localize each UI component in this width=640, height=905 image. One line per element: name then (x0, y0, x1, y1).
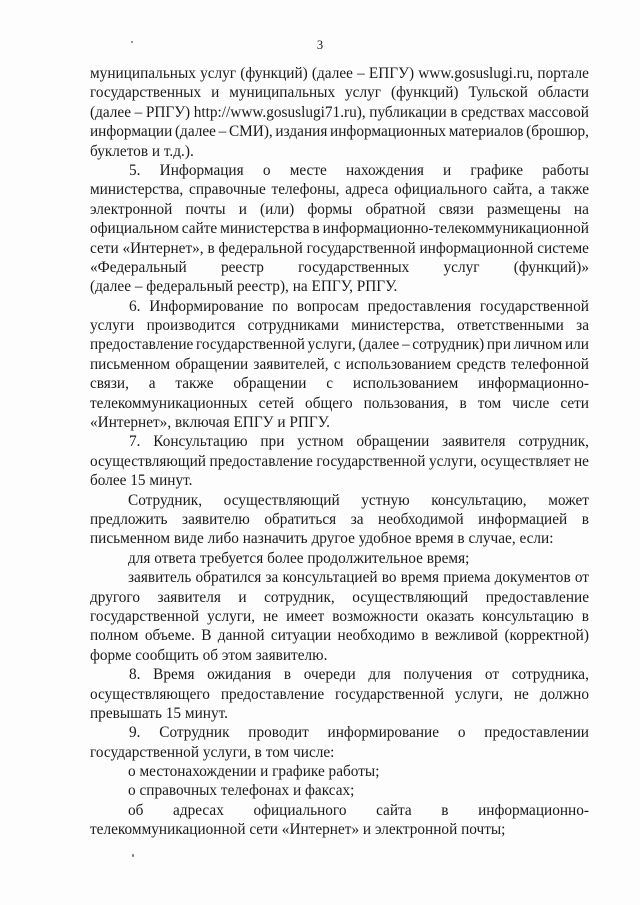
word: с (333, 355, 341, 373)
word: заявителей, (253, 355, 329, 373)
word: вопросам (296, 297, 359, 315)
word: информационно-телекоммуникационной (322, 220, 589, 238)
scan-speck (131, 41, 133, 43)
word: (далее (90, 103, 132, 121)
word: имеет (286, 607, 325, 625)
word: (корректной) (504, 627, 589, 645)
word: услуг (443, 258, 480, 276)
word: приема (443, 569, 491, 587)
word: услуг (345, 84, 382, 102)
word: (далее (174, 123, 216, 141)
word: сайта (376, 801, 412, 819)
word: справочные (189, 181, 266, 199)
text-line (90, 801, 589, 820)
word: месте (289, 161, 327, 179)
text-line: (далее – федеральный реестр), на ЕПГУ, РПГУ. (90, 278, 398, 296)
word: в (581, 510, 589, 528)
word: официального (253, 801, 347, 819)
word: должно (539, 685, 589, 703)
word: связи, (90, 375, 129, 393)
word: личном (513, 336, 563, 354)
word: услуги, (207, 607, 256, 625)
word: обратился (195, 569, 262, 587)
word: Время (153, 666, 195, 684)
word: консультацией (282, 569, 378, 587)
text-line (90, 685, 589, 704)
word: издания (275, 123, 328, 141)
word: предоставление (485, 588, 589, 606)
word: об (128, 801, 144, 819)
word: информационно- (478, 801, 589, 819)
word: обращении (356, 433, 430, 451)
word: по (272, 297, 289, 315)
word: может (548, 491, 589, 509)
text-line (90, 64, 589, 83)
word: (брошюр, (526, 123, 589, 141)
word: заявителя (157, 588, 221, 606)
text-line: государственной услуги, в том числе: (90, 743, 335, 761)
word: – (218, 123, 227, 141)
word: за (350, 510, 364, 528)
text-line (90, 491, 589, 510)
word: том (477, 394, 502, 412)
word: объеме. (144, 627, 195, 645)
word: ожидания (207, 666, 272, 684)
word: вежливой (434, 627, 499, 645)
word: информационной (419, 239, 534, 257)
word: оказать (426, 607, 475, 625)
word: осуществляющего (90, 685, 210, 703)
text-line: о местонахождении и графике работы; (128, 763, 380, 781)
word: устную (361, 491, 410, 509)
text-line (90, 200, 589, 219)
word: документов (494, 569, 571, 587)
text-line (90, 452, 589, 471)
word: портале (537, 65, 589, 82)
word: адресах (173, 801, 224, 819)
word: информационно- (478, 375, 589, 393)
word: – (357, 65, 365, 82)
word: обратной (365, 200, 426, 218)
word: обратиться (264, 510, 337, 528)
word: сетей (258, 394, 295, 412)
word: формы (307, 200, 353, 218)
text-line: письменном виде либо назначить другое удобное время в случае, если: (90, 530, 554, 548)
word: также (175, 375, 214, 393)
word: сотрудника, (511, 666, 589, 684)
word: предоставления (367, 297, 472, 315)
text-line (90, 394, 589, 413)
word: в (312, 220, 320, 238)
word: обращении (175, 355, 249, 373)
text-line (90, 219, 589, 238)
word: сотрудник, (264, 588, 335, 606)
word: Консультацию (153, 433, 248, 451)
text-line (90, 626, 589, 645)
word: «Интернет», (122, 239, 204, 257)
word: сотрудниками (247, 317, 339, 335)
text-line (90, 665, 589, 684)
word: нахождения (346, 161, 424, 179)
word: В (201, 627, 212, 645)
word: информацией (478, 510, 568, 528)
word: Сотрудник, (128, 491, 203, 509)
text-line: о справочных телефонах и факсах; (128, 782, 355, 800)
word: осуществляющий (223, 491, 340, 509)
word: муниципальных (90, 65, 196, 82)
word: массовой (528, 103, 589, 121)
word: 5. (129, 161, 141, 179)
word: обращении (233, 375, 307, 393)
word: (функций) (390, 84, 459, 102)
text-line (90, 103, 589, 122)
word: государственной (195, 336, 305, 354)
word: предоставление (220, 685, 325, 703)
word: (или) (260, 200, 295, 218)
word: ответственными (456, 317, 564, 335)
word: Сотрудник (159, 724, 230, 742)
word: для (368, 666, 391, 684)
word: размещены (487, 200, 561, 218)
text-line (90, 432, 589, 451)
word: и (238, 588, 247, 606)
word: системе (537, 239, 589, 257)
text-line (90, 723, 589, 742)
word: о (262, 161, 271, 179)
word: предоставление (90, 336, 194, 354)
word: – (401, 336, 410, 354)
word: государственной (316, 452, 426, 470)
word: в (450, 103, 458, 121)
word: СМИ), (228, 123, 273, 141)
word: или (564, 336, 589, 354)
text-line (90, 83, 589, 102)
text-line: форме сообщить об этом заявителю. (90, 646, 328, 664)
text-line (90, 297, 589, 316)
scan-speck (132, 854, 134, 857)
word: государственных (90, 84, 202, 102)
word: другого (90, 588, 140, 606)
word: ситуации (270, 627, 332, 645)
word: проводит (248, 724, 309, 742)
word: Информация (159, 161, 244, 179)
word: производится (146, 317, 236, 335)
word: очереди (303, 666, 356, 684)
word: время (400, 569, 440, 587)
text-line (90, 122, 589, 141)
word: государственной (90, 607, 200, 625)
text-line: более 15 минут. (90, 472, 193, 490)
word: (далее (358, 336, 400, 354)
word: возможности (332, 607, 419, 625)
word: (далее (311, 65, 353, 82)
word: государственных (298, 258, 410, 276)
text-line: превышать 15 минут. (90, 704, 228, 722)
word: услуги, (307, 336, 356, 354)
word: получения (403, 666, 473, 684)
word: реестр (220, 258, 264, 276)
word: осуществляющий (352, 588, 469, 606)
word: консультацию (482, 607, 574, 625)
word: http://www.gosuslugi71.ru), (193, 103, 366, 121)
text-line (90, 161, 589, 180)
word: использованием (345, 355, 452, 373)
word: области (537, 84, 589, 102)
word: адреса (345, 181, 389, 199)
word: электронной (90, 200, 173, 218)
word: от (484, 666, 500, 684)
word: заявителя (442, 433, 506, 451)
word: заявителю (182, 510, 250, 528)
word: услуги (90, 317, 135, 335)
word: не (513, 685, 529, 703)
word: – (134, 103, 143, 121)
word: средствах (461, 103, 525, 121)
word: сети (90, 239, 119, 257)
word: услуги, (454, 685, 503, 703)
word: осуществляющий (90, 452, 206, 470)
word: от (574, 569, 589, 587)
word: при (260, 433, 285, 451)
word: информационных (330, 123, 447, 141)
word: числе (512, 394, 550, 412)
word: предоставление (209, 452, 313, 470)
word: услуг (200, 65, 237, 82)
word: Информирование (149, 297, 264, 315)
word: 8. (129, 666, 141, 684)
word: заявитель (128, 569, 192, 587)
word: телефонной (511, 355, 589, 373)
text-line (90, 607, 589, 626)
word: информации (90, 123, 173, 141)
word: государственной (306, 239, 416, 257)
word: за (265, 569, 279, 587)
word: муниципальных (229, 84, 336, 102)
word: федеральной (218, 239, 303, 257)
word: www.gosuslugi.ru, (418, 65, 534, 82)
text-line (90, 316, 589, 335)
word: министерства, (351, 317, 445, 335)
text-line (90, 355, 589, 374)
word: графике (470, 161, 524, 179)
word: сети (560, 394, 589, 412)
word: устном (297, 433, 344, 451)
text-line (90, 335, 589, 354)
word: материалов (448, 123, 524, 141)
word: использованием (352, 375, 459, 393)
word: 6. (129, 297, 141, 315)
word: министерства (220, 220, 310, 238)
word: сайта, (492, 181, 533, 199)
text-line (90, 258, 589, 277)
word: общего (305, 394, 353, 412)
word: официального (394, 181, 488, 199)
text-line: буклетов и т.д.). (90, 142, 194, 160)
word: 7. (129, 433, 141, 451)
page-number: 3 (316, 38, 324, 52)
word: и (443, 161, 452, 179)
word: о (457, 724, 466, 742)
word: государственной (479, 297, 589, 315)
text-line (90, 510, 589, 529)
word: консультацию, (431, 491, 527, 509)
word: предложить (90, 510, 168, 528)
word: а (148, 375, 156, 393)
word: в (207, 239, 215, 257)
word: не (263, 607, 279, 625)
word: необходимо (337, 627, 415, 645)
word: полном (90, 627, 139, 645)
word: в (459, 394, 467, 412)
word: (функций) (240, 65, 308, 82)
word: работы (542, 161, 589, 179)
word: сотрудник) (412, 336, 485, 354)
word: средств (456, 355, 506, 373)
word: письменном (90, 355, 171, 373)
body-text (90, 64, 589, 840)
word: сайте (181, 220, 218, 238)
text-line: «Интернет», включая ЕПГУ и РПГУ. (90, 414, 330, 432)
word: 9. (129, 724, 141, 742)
word: осуществляет (480, 452, 571, 470)
word: услуги, (428, 452, 477, 470)
word: сотрудник, (518, 433, 589, 451)
word: и (211, 84, 220, 102)
text-line: телекоммуникационной сети «Интернет» и электронной почты; (90, 821, 506, 839)
word: необходимой (378, 510, 464, 528)
word: в (283, 666, 292, 684)
word: и (238, 200, 247, 218)
text-line (90, 374, 589, 393)
word: телефоны, (271, 181, 340, 199)
word: почты (185, 200, 226, 218)
word: в (441, 801, 449, 819)
word: пользования, (363, 394, 449, 412)
word: при (486, 336, 511, 354)
word: РПГУ) (145, 103, 191, 121)
word: «Федеральный (90, 258, 187, 276)
word: в (581, 607, 589, 625)
word: а (538, 181, 545, 199)
word: связи (438, 200, 474, 218)
word: во (381, 569, 397, 587)
text-line (90, 180, 589, 199)
word: ЕПГУ) (368, 65, 415, 82)
word: информирование (327, 724, 440, 742)
word: с (326, 375, 333, 393)
word: не (573, 452, 589, 470)
word: официальном (90, 220, 179, 238)
word: также (550, 181, 589, 199)
word: (функций)» (513, 258, 589, 276)
word: на (573, 200, 589, 218)
word: телекоммуникационных (90, 394, 248, 412)
word: министерства, (90, 181, 184, 199)
word: за (576, 317, 589, 335)
text-line (90, 568, 589, 587)
word: предоставлении (484, 724, 589, 742)
text-line (90, 239, 589, 258)
word: публикации (369, 103, 447, 121)
word: в (421, 627, 429, 645)
word: государственной (335, 685, 445, 703)
text-line: для ответа требуется более продолжительное время; (128, 549, 470, 567)
word: данной (217, 627, 265, 645)
text-line (90, 588, 589, 607)
word: Тульской (468, 84, 528, 102)
